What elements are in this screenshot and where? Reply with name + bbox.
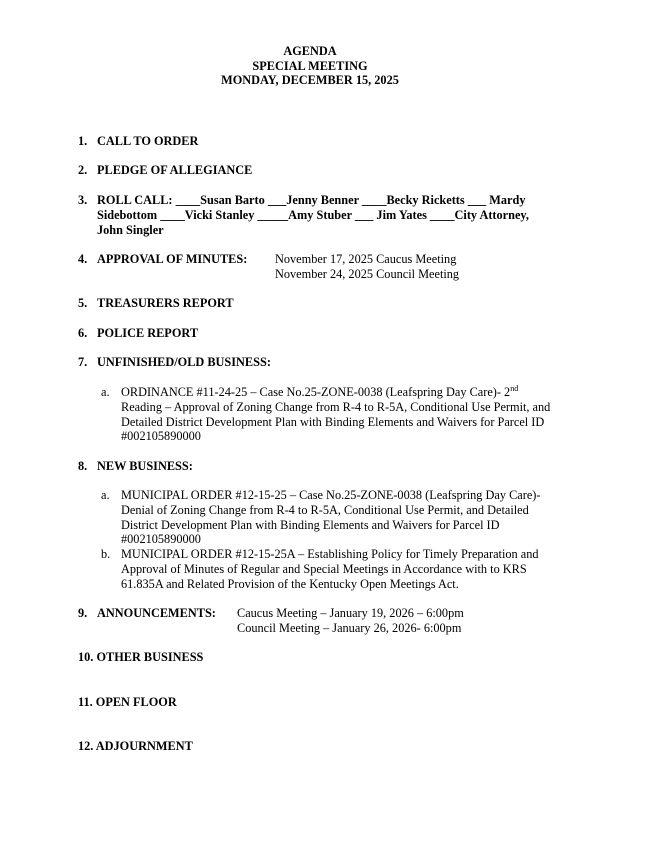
item-number: 9. <box>78 606 88 620</box>
meeting-date: MONDAY, DECEMBER 15, 2025 <box>221 73 399 88</box>
ordinance-ordinal-suffix: nd <box>510 384 519 393</box>
item-number: 5. <box>78 296 88 310</box>
roll-call-line-3: John Singler <box>97 223 164 237</box>
item-number: 7. <box>78 355 88 369</box>
agenda-header <box>0 44 620 88</box>
item-number: 4. <box>78 252 88 266</box>
item-call-to-order: CALL TO ORDER <box>97 134 199 148</box>
ordinance-line-1-text: ORDINANCE #11-24-25 – Case No.25-ZONE-0038 (Leafspring Day Care)- 2 <box>121 385 511 399</box>
announcement-council: Council Meeting – January 26, 2026- 6:00pm <box>237 621 462 635</box>
minutes-caucus: November 17, 2025 Caucus Meeting <box>275 252 457 266</box>
minutes-council: November 24, 2025 Council Meeting <box>275 267 460 281</box>
agenda-title: AGENDA <box>283 44 337 58</box>
meeting-type: SPECIAL MEETING <box>252 58 368 73</box>
item-number: 1. <box>78 134 88 148</box>
subitem-letter: b. <box>101 547 111 561</box>
roll-call-line-1: ROLL CALL: ____Susan Barto ___Jenny Benner ____Becky Ricketts ___ Mardy <box>97 193 526 207</box>
item-number: 2. <box>78 163 88 177</box>
ordinance-line-2: Reading – Approval of Zoning Change from R-4 to R-5A, Conditional Use Permit, and <box>121 400 551 414</box>
item-unfinished-business: UNFINISHED/OLD BUSINESS: <box>97 355 271 369</box>
item-announcements: ANNOUNCEMENTS: <box>97 606 216 620</box>
item-number: 8. <box>78 459 88 473</box>
municipal-order-a-line-2: Denial of Zoning Change from R-4 to R-5A, Conditional Use Permit, and Detailed <box>121 503 529 517</box>
municipal-order-b-line-2: Approval of Minutes of Regular and Special Meetings in Accordance with to KRS <box>121 562 527 576</box>
subitem-letter: a. <box>101 385 110 399</box>
municipal-order-b-line-3: 61.835A and Related Provision of the Kentucky Open Meetings Act. <box>121 577 459 591</box>
municipal-order-a-line-3: District Development Plan with Binding Elements and Waivers for Parcel ID <box>121 518 500 532</box>
roll-call-line-2: Sidebottom ____Vicki Stanley _____Amy Stuber ___ Jim Yates ____City Attorney, <box>97 208 529 222</box>
subitem-letter: a. <box>101 488 110 502</box>
item-new-business: NEW BUSINESS: <box>97 459 193 473</box>
item-number: 3. <box>78 193 88 207</box>
item-pledge: PLEDGE OF ALLEGIANCE <box>97 163 253 177</box>
item-adjournment: 12. ADJOURNMENT <box>78 739 193 753</box>
item-open-floor: 11. OPEN FLOOR <box>78 695 177 709</box>
ordinance-line-4: #002105890000 <box>121 429 201 443</box>
ordinance-line-3: Detailed District Development Plan with Binding Elements and Waivers for Parcel ID <box>121 415 545 429</box>
municipal-order-a-line-4: #002105890000 <box>121 532 201 546</box>
item-other-business: 10. OTHER BUSINESS <box>78 650 204 664</box>
item-police-report: POLICE REPORT <box>97 326 199 340</box>
item-approval-of-minutes: APPROVAL OF MINUTES: <box>97 252 248 266</box>
announcement-caucus: Caucus Meeting – January 19, 2026 – 6:00pm <box>237 606 464 620</box>
item-number: 6. <box>78 326 88 340</box>
municipal-order-b-line-1: MUNICIPAL ORDER #12-15-25A – Establishing Policy for Timely Preparation and <box>121 547 539 561</box>
ordinance-line-1 <box>121 385 518 400</box>
item-treasurers-report: TREASURERS REPORT <box>97 296 234 310</box>
municipal-order-a-line-1: MUNICIPAL ORDER #12-15-25 – Case No.25-ZONE-0038 (Leafspring Day Care)- <box>121 488 541 502</box>
